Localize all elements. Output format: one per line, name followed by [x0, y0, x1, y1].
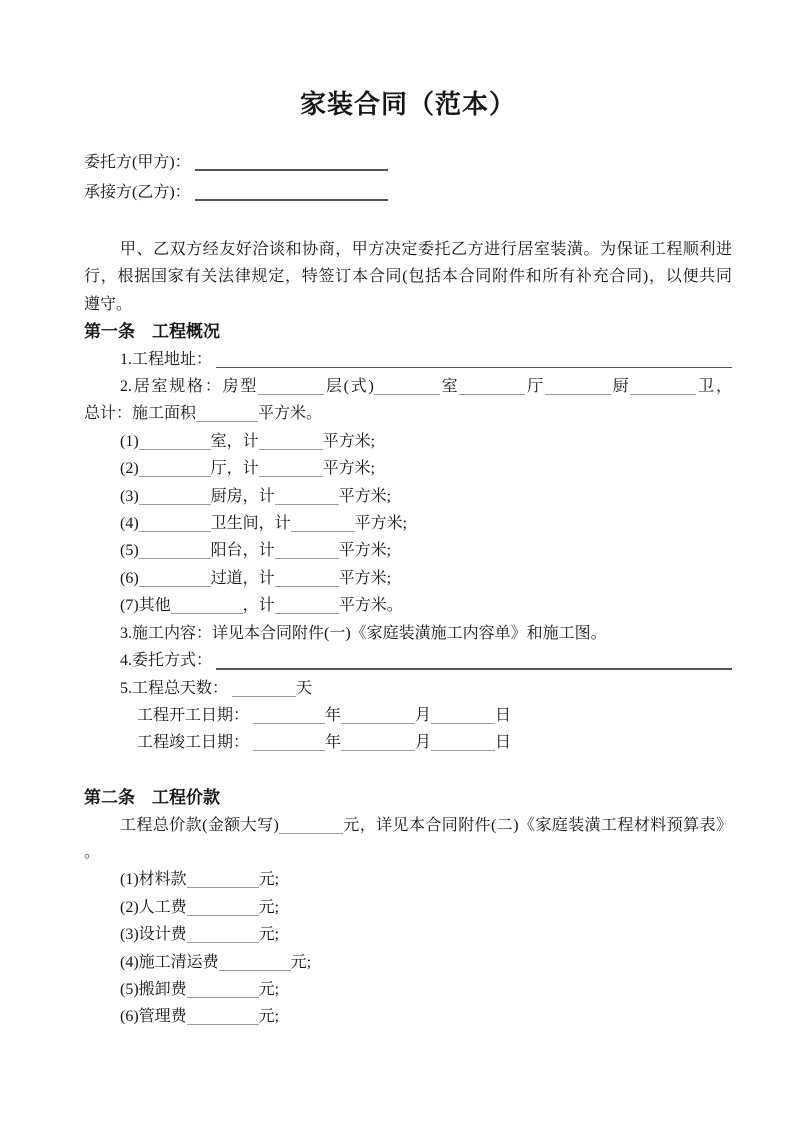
contract-line-fee-moving — [84, 976, 732, 1003]
text-run: 厅 — [525, 378, 545, 396]
text-run: 月 — [415, 734, 432, 752]
fill-in-blank — [258, 394, 324, 395]
text-run: 平方米。 — [338, 597, 403, 615]
fill-in-blank — [275, 558, 339, 559]
text-run: 4.委托方式： — [120, 652, 217, 670]
fill-in-blank — [196, 421, 258, 422]
fill-in-blank — [171, 613, 243, 614]
contract-line-total-price — [84, 812, 732, 839]
contract-line-total-days — [84, 675, 732, 702]
fill-in-blank — [291, 531, 355, 532]
fill-in-blank — [374, 394, 440, 395]
text-run: 。 — [84, 843, 101, 861]
text-run: 元; — [258, 871, 280, 889]
party-line-owner — [84, 148, 732, 178]
text-run: 平方米; — [322, 460, 376, 478]
text-run: 工程总价款(金额大写) — [120, 816, 279, 834]
fill-in-blank — [341, 750, 415, 751]
text-run: (7)其他 — [120, 597, 171, 615]
contract-line-fee-materials — [84, 866, 732, 893]
text-run: 5.工程总天数： — [120, 679, 233, 697]
contract-line-fee-cleanup — [84, 949, 732, 976]
text-run: (5)搬卸费 — [120, 980, 187, 998]
contract-line-room-5 — [84, 537, 732, 564]
text-run: 室 — [439, 378, 460, 396]
fill-in-blank — [341, 723, 415, 724]
text-run: 阳台，计 — [210, 542, 275, 560]
contract-line-scope — [84, 620, 732, 647]
fill-in-blank — [139, 504, 211, 505]
contract-line-finish-date — [84, 729, 732, 756]
text-run: (3) — [120, 487, 139, 505]
text-run: 年 — [325, 734, 342, 752]
text-run: 日 — [495, 734, 512, 752]
fill-in-blank — [187, 915, 259, 916]
intro-line: 甲、乙双方经友好洽谈和协商，甲方决定委托乙方进行居室装潢。为保证工程顺利进 — [120, 241, 732, 258]
text-run: (1) — [120, 432, 139, 450]
text-run: 层(式) — [324, 378, 374, 396]
fill-in-blank — [459, 394, 525, 395]
text-run: 元; — [290, 953, 312, 971]
fill-in-blank — [275, 586, 339, 587]
text-run: 平方米; — [338, 487, 392, 505]
contract-line-room-spec — [84, 373, 732, 400]
fill-in-blank — [195, 169, 388, 171]
text-run: (6)管理费 — [120, 1008, 187, 1026]
fill-in-blank — [279, 833, 343, 834]
intro-paragraph — [84, 236, 732, 318]
intro-line: 行，根据国家有关法律规定，特签订本合同(包括本合同附件和所有补充合同)，以便共同 — [84, 268, 732, 286]
text-run: 元; — [258, 926, 280, 944]
text-run: 平方米。 — [258, 405, 323, 423]
text-run: 元; — [258, 898, 280, 916]
fill-in-blank — [195, 199, 388, 201]
text-run: 厨 — [610, 378, 631, 396]
fill-in-blank — [545, 394, 611, 395]
contract-line-room-3 — [84, 483, 732, 510]
fill-in-blank — [216, 668, 732, 670]
text-run: 总计：施工面积 — [84, 405, 197, 423]
fill-in-blank — [431, 723, 495, 724]
fill-in-blank — [219, 970, 291, 971]
text-run: 月 — [415, 706, 432, 724]
text-run: 元; — [258, 1008, 280, 1026]
contract-line-room-7 — [84, 592, 732, 619]
text-run: (1)材料款 — [120, 871, 187, 889]
text-run: (4) — [120, 515, 139, 533]
text-run: ，计 — [242, 597, 275, 615]
contract-line-period — [84, 839, 732, 866]
text-run: 平方米; — [338, 542, 392, 560]
contract-line-total-area — [84, 400, 732, 427]
text-run: 平方米; — [338, 569, 392, 587]
section1-heading: 第一条 工程概况 — [84, 322, 220, 342]
contract-line-room-6 — [84, 565, 732, 592]
text-run: (4)施工清运费 — [120, 953, 219, 971]
contract-line-fee-labor — [84, 894, 732, 921]
fill-in-blank — [139, 558, 211, 559]
text-run: 厨房，计 — [210, 487, 275, 505]
fill-in-blank — [187, 887, 259, 888]
text-run: 1.工程地址： — [120, 350, 217, 368]
fill-in-blank — [187, 1024, 259, 1025]
text-run: 室，计 — [210, 432, 259, 450]
parties-block — [84, 148, 732, 208]
intro-line: 遵守。 — [84, 295, 133, 313]
fill-in-blank — [216, 367, 732, 368]
text-run: 委托方(甲方)： — [84, 154, 195, 171]
contract-line-fee-management — [84, 1003, 732, 1030]
contract-line-delegation — [84, 647, 732, 674]
text-run: 年 — [325, 706, 342, 724]
fill-in-blank — [275, 613, 339, 614]
text-run: 天 — [296, 679, 313, 697]
text-run: (2) — [120, 460, 139, 478]
fill-in-blank — [139, 531, 211, 532]
text-run: 工程竣工日期： — [137, 734, 254, 752]
text-run: 承接方(乙方)： — [84, 184, 195, 201]
text-run: 2.居室规格：房型 — [120, 378, 259, 396]
fill-in-blank — [139, 476, 211, 477]
text-run: 元，详见本合同附件(二)《家庭装潢工程材料预算表》 — [342, 816, 732, 834]
fill-in-blank — [232, 696, 296, 697]
text-run: 平方米; — [322, 432, 376, 450]
contract-line-fee-design — [84, 921, 732, 948]
text-run: 日 — [495, 706, 512, 724]
text-run: 厅，计 — [210, 460, 259, 478]
text-run: 平方米; — [354, 515, 408, 533]
fill-in-blank — [253, 750, 325, 751]
contract-line-start-date — [84, 702, 732, 729]
text-run: (3)设计费 — [120, 926, 187, 944]
text-run: 过道，计 — [210, 569, 275, 587]
party-line-contractor — [84, 178, 732, 208]
document-title: 家装合同（范本） — [299, 89, 516, 119]
fill-in-blank — [253, 723, 325, 724]
contract-line-room-1 — [84, 428, 732, 455]
fill-in-blank — [275, 504, 339, 505]
text-run: (2)人工费 — [120, 898, 187, 916]
contract-line-address — [84, 346, 732, 373]
fill-in-blank — [139, 586, 211, 587]
fill-in-blank — [187, 997, 259, 998]
text-run: (6) — [120, 569, 139, 587]
fill-in-blank — [259, 476, 323, 477]
text-run: 卫生间，计 — [210, 515, 291, 533]
contract-line-room-4 — [84, 510, 732, 537]
fill-in-blank — [259, 449, 323, 450]
fill-in-blank — [431, 750, 495, 751]
text-run: 卫， — [696, 378, 732, 396]
section2-heading: 第二条 工程价款 — [84, 788, 220, 808]
text-run: 3.施工内容：详见本合同附件(一)《家庭装潢施工内容单》和施工图。 — [120, 624, 607, 642]
fill-in-blank — [139, 449, 211, 450]
text-run: 工程开工日期： — [137, 706, 254, 724]
text-run: (5) — [120, 542, 139, 560]
contract-line-room-2 — [84, 455, 732, 482]
fill-in-blank — [630, 394, 696, 395]
text-run: 元; — [258, 980, 280, 998]
fill-in-blank — [187, 942, 259, 943]
